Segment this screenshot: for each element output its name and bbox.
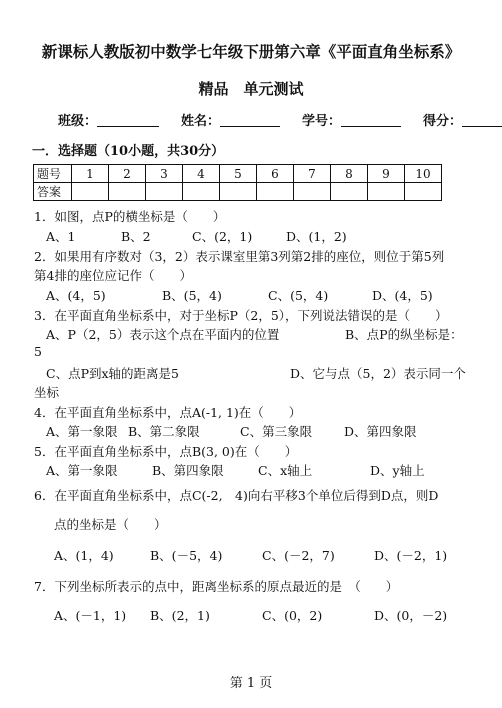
question-2-option-d: D、(4，5) [372, 288, 433, 303]
score-label: 得分： [423, 114, 463, 129]
question-7-option-b: B、(2，1) [150, 608, 210, 623]
question-number: 3 [146, 165, 183, 183]
question-number: 4 [183, 165, 220, 183]
class-field[interactable] [58, 110, 159, 129]
question-3-text: 3．在平面直角坐标系中，对于坐标P（2，5），下列说法错误的是（ ） [34, 308, 448, 323]
question-6-text: 6．在平面直角坐标系中，点C(-2, 4)向右平移3个单位后得到D点，则D [34, 488, 439, 503]
question-3-option-a: A、P（2，5）表示这个点在平面内的位置 [46, 327, 280, 342]
question-4-option-a: A、第一象限 [46, 424, 118, 439]
question-6-option-c: C、(－2，7) [262, 548, 335, 563]
question-5-text: 5．在平面直角坐标系中，点B(3, 0)在（ ） [34, 444, 298, 459]
question-7-text: 7．下列坐标所表示的点中，距离坐标系的原点最近的是 （ ） [34, 579, 399, 594]
question-number: 10 [405, 165, 442, 183]
document-title: 新课标人教版初中数学七年级下册第六章《平面直角坐标系》 [41, 42, 461, 61]
score-field[interactable] [423, 110, 502, 129]
answer-cell[interactable] [72, 183, 109, 201]
question-2-option-b: B、(5，4) [162, 288, 222, 303]
question-2-text: 2．如果用有序数对（3，2）表示课室里第3列第2排的座位，则位于第5列 [34, 249, 445, 264]
question-2-text-cont: 第4排的座位应记作（ ） [34, 268, 192, 283]
question-5-option-d: D、y轴上 [370, 463, 425, 478]
answer-header: 答案 [34, 183, 72, 201]
answer-table [33, 164, 442, 201]
question-3-option-b: B、点P的纵坐标是： [345, 327, 463, 342]
question-3-option-b-cont: 5 [34, 344, 42, 359]
answer-cell[interactable] [220, 183, 257, 201]
name-field[interactable] [181, 110, 280, 129]
class-label: 班级： [58, 114, 98, 129]
question-5-option-c: C、x轴上 [258, 463, 313, 478]
question-4-option-d: D、第四象限 [344, 424, 417, 439]
question-4-option-c: C、第三象限 [240, 424, 313, 439]
question-number: 2 [109, 165, 146, 183]
question-number: 6 [257, 165, 294, 183]
answer-cell[interactable] [257, 183, 294, 201]
answer-cell[interactable] [294, 183, 331, 201]
question-7-option-a: A、(－1，1) [54, 608, 127, 623]
answer-table-number-row [34, 165, 442, 183]
question-6-option-d: D、(－2，1) [374, 548, 448, 563]
question-1-option-d: D、(1，2) [286, 229, 347, 244]
student-number-field[interactable] [302, 110, 401, 129]
question-4-option-b: B、第二象限 [128, 424, 200, 439]
name-label: 姓名： [181, 114, 221, 129]
section-heading: 一．选择题（10小题，共30分） [32, 144, 225, 159]
question-number-header: 题号 [34, 165, 72, 183]
question-7-option-d: D、(0，－2) [374, 608, 448, 623]
question-number: 5 [220, 165, 257, 183]
question-3-option-d-cont: 坐标 [34, 385, 60, 400]
question-7-option-c: C、(0，2) [262, 608, 323, 623]
answer-cell[interactable] [146, 183, 183, 201]
question-number: 8 [331, 165, 368, 183]
page-number: 第 1 页 [229, 676, 273, 691]
student-info-row [58, 110, 502, 129]
answer-cell[interactable] [183, 183, 220, 201]
question-5-option-b: B、第四象限 [152, 463, 224, 478]
question-number: 9 [368, 165, 405, 183]
answer-cell[interactable] [109, 183, 146, 201]
question-1-option-c: C、(2，1) [192, 229, 253, 244]
question-2-option-c: C、(5，4) [268, 288, 329, 303]
student-number-blank[interactable] [341, 114, 401, 127]
answer-cell[interactable] [405, 183, 442, 201]
question-3-option-c: C、点P到x轴的距离是5 [46, 366, 179, 381]
answer-cell[interactable] [368, 183, 405, 201]
student-number-label: 学号： [302, 114, 342, 129]
document-subtitle: 精品 单元测试 [198, 80, 304, 98]
answer-table-answer-row [34, 183, 442, 201]
answer-cell[interactable] [331, 183, 368, 201]
question-number: 1 [72, 165, 109, 183]
name-blank[interactable] [220, 114, 280, 127]
question-1-option-a: A、1 [46, 229, 76, 244]
question-6-text-cont: 点的坐标是（ ） [54, 517, 167, 532]
score-blank[interactable] [462, 114, 502, 127]
question-6-option-a: A、(1，4) [54, 548, 114, 563]
question-5-option-a: A、第一象限 [46, 463, 118, 478]
question-2-option-a: A、(4，5) [46, 288, 106, 303]
question-number: 7 [294, 165, 331, 183]
question-3-option-d: D、它与点（5，2）表示同一个 [290, 366, 466, 381]
question-4-text: 4．在平面直角坐标系中，点A(-1, 1)在（ ） [34, 405, 302, 420]
question-6-option-b: B、(－5，4) [150, 548, 223, 563]
question-1-option-b: B、2 [121, 229, 151, 244]
class-blank[interactable] [97, 114, 159, 127]
question-1-text: 1．如图，点P的横坐标是（ ） [34, 209, 226, 224]
